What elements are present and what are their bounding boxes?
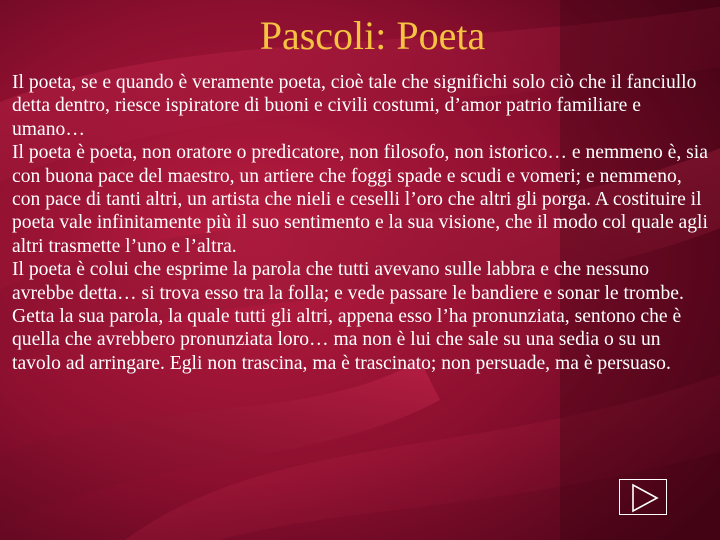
play-triangle-icon bbox=[620, 480, 668, 516]
paragraph-1: Il poeta, se e quando è veramente poeta, cioè tale che significhi solo ciò che il fanciullo detta dentro, riesce ispiratore di buoni e civili costumi, d’amor patrio familiare e umano… bbox=[12, 72, 697, 140]
next-slide-button[interactable] bbox=[619, 479, 667, 515]
slide-body bbox=[12, 71, 712, 375]
slide-title: Pascoli: Poeta bbox=[259, 13, 486, 58]
paragraph-3: Il poeta è colui che esprime la parola che tutti avevano sulle labbra e che nessuno avrebbe detta… si trova esso tra la folla; e vede passare le bandiere e sonar le trombe. Getta la sua parola, la quale tutti gli altri, appena esso l’ha pronunziata, sentono che è quella che avrebbero pronunziata loro… ma non è lui che sale su una sedia o su un tavolo ad arringare. Egli non trascina, ma è trascinato; non persuade, ma è persuaso. bbox=[12, 259, 684, 374]
paragraph-2: Il poeta è poeta, non oratore o predicatore, non filosofo, non istorico… e nemmeno è, sia con buona pace del maestro, un artiere che foggi spade e scudi e vomeri; e nemmeno, con pace di tanti altri, un artista che nieli e ceselli l’oro che altri gli porga. A costituire il poeta vale infinitamente più il suo sentimento e la sua visione, che il modo col quale agli altri trasmette l’uno e l’altra. bbox=[12, 142, 708, 257]
